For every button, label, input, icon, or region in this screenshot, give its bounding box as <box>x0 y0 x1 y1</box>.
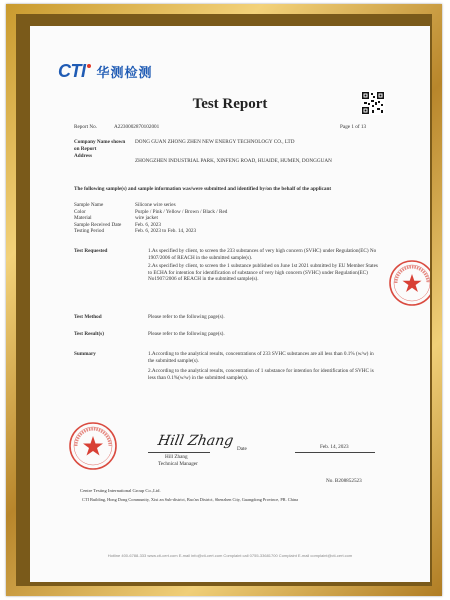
sample-label: Testing Period <box>74 228 105 234</box>
summary-label: Summary <box>74 351 96 357</box>
report-no-label: Report No. <box>74 124 98 130</box>
qr-code-icon <box>361 91 385 115</box>
test-requested-item: 1.As specified by client, to screen the 233 substances of very high concern (SVHC) under Regulation(EC) No 1907/2006 of REACH in the submitted sample(s). <box>148 248 377 261</box>
company-name-value: DONG GUAN ZHONG ZHEN NEW ENERGY TECHNOLOGY CO., LTD <box>135 139 295 145</box>
signature-line <box>148 452 210 453</box>
document-number: No. B208852523 <box>326 478 362 484</box>
summary-item: 1.According to the analytical results, concentrations of 233 SVHC substances are all less than 0.1% (w/w) in the submitted sample(s). <box>148 351 374 364</box>
report-title: Test Report <box>192 96 268 112</box>
test-requested-item: 2.As specified by client, to screen the 1 substance published on June 1st 2021 submitted by EU Member States to ECHA for intention for identification of substance of very high concern (SVHC) under Regulation(EC) No1907/2006 of REACH in the submitted sample(s). <box>148 263 378 283</box>
sample-label: Sample Received Date <box>74 221 122 228</box>
sample-intro: The following sample(s) and sample information was/were submitted and identified by/on the behalf of the applicant <box>74 186 332 192</box>
sample-label: Material <box>74 215 92 221</box>
company-seal-right <box>386 258 430 308</box>
summary-item: 2.According to the analytical results, concentration of 1 substance for intention for identification of SVHC is less than 0.1%(w/w) in the submitted sample(s). <box>148 368 374 381</box>
date-line <box>295 452 375 453</box>
sample-value: Silicone wire series <box>135 202 176 208</box>
page-number: Page 1 of 13 <box>340 124 367 130</box>
group-address: CTI Building, Hong Dong Community, Xixi an Sub-district, Bao'an District, Shenzhen City, Guangdong Province, PR. China <box>82 497 299 502</box>
signer-role: Technical Manager <box>158 461 198 467</box>
group-name: Centre Testing International Group Co.,Ltd. <box>80 488 161 493</box>
logo-brand: CTI <box>58 60 86 81</box>
sample-value: wire jacket <box>135 215 158 221</box>
company-name-label: Company Name shown on Report <box>74 139 126 152</box>
report-no-value: A2230002870102001 <box>114 124 160 130</box>
test-method-value: Please refer to the following page(s). <box>148 314 225 320</box>
sample-label: Color <box>74 208 86 215</box>
date-label: Date <box>237 446 247 452</box>
logo-chinese-name: 华测检测 <box>96 65 153 81</box>
sample-label: Sample Name <box>74 202 104 208</box>
sample-value: Purple / Pink / Yellow / Brown / Black / Red <box>135 208 228 215</box>
footer-contacts: Hotline 400-6788-333 www.cti-cert.com E-mail info@cti-cert.com Complaint call 0755-33681700 Complaint E-mail complaint@cti-cert.com <box>107 553 353 558</box>
test-requested-label: Test Requested <box>74 248 108 254</box>
address-value: ZHONGZHEN INDUSTRIAL PARK, XINFENG ROAD, HUAIDE, HUMEN, DONGGUAN <box>135 158 332 164</box>
signer-name: Hill Zhang <box>165 454 188 460</box>
picture-frame <box>6 4 442 596</box>
test-results-label: Test Result(s) <box>74 331 104 337</box>
test-results-value: Please refer to the following page(s). <box>148 331 225 337</box>
date-value: Feb. 14, 2023 <box>320 444 349 450</box>
company-seal-left <box>68 421 118 471</box>
test-method-label: Test Method <box>74 314 102 320</box>
signature-script: Hill Zhang <box>156 433 235 449</box>
sample-value: Feb. 6, 2023 <box>135 221 161 228</box>
certificate-paper <box>30 26 430 582</box>
cti-logo <box>58 60 153 82</box>
sample-value: Feb. 6, 2023 to Feb. 14, 2023 <box>135 228 197 234</box>
logo-dot-icon <box>87 64 91 68</box>
address-label: Address <box>74 153 93 159</box>
